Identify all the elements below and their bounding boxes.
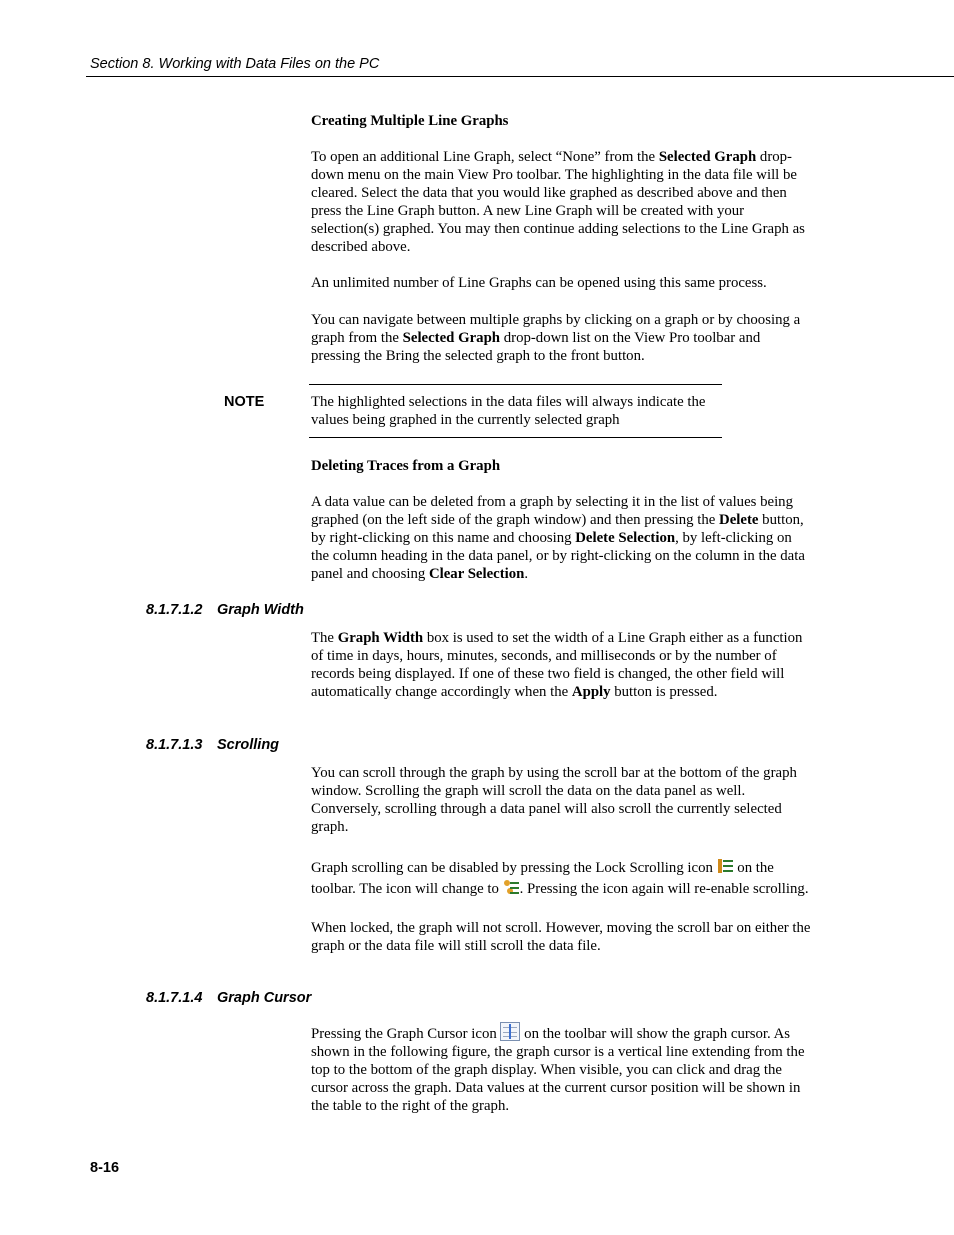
- note-text: [311, 393, 723, 429]
- section-title: Graph Cursor: [217, 990, 312, 1006]
- scrolling-section: [311, 764, 811, 955]
- text-run: button, by right-clicking on this name and choosing: [311, 512, 804, 546]
- text-run: The: [311, 630, 338, 646]
- bold-term: Delete: [719, 512, 759, 528]
- cursor-line: [509, 1024, 511, 1039]
- line-glyph: [510, 882, 519, 884]
- running-header: Section 8. Working with Data Files on the PC: [90, 56, 380, 72]
- graph-cursor-paragraph: [311, 1022, 811, 1115]
- multiple-graphs-paragraph-2: An unlimited number of Line Graphs can be opened using this same process.: [311, 275, 767, 291]
- note-top-rule: [309, 384, 722, 385]
- multiple-graphs-section: [311, 112, 811, 365]
- text-run: on the toolbar. The icon will change to: [311, 860, 774, 897]
- text-run: Graph scrolling can be disabled by pressing the Lock Scrolling icon: [311, 860, 717, 876]
- line-glyph: [510, 887, 519, 889]
- scrolling-heading: [146, 737, 279, 753]
- text-run: , by left-clicking on the column heading in the data panel, or by right-clicking on the column in the data panel and choosing: [311, 530, 805, 582]
- section-number: 8.1.7.1.3: [146, 737, 203, 753]
- bold-term: Clear Selection: [428, 566, 525, 582]
- text-run: A data value can be deleted from a graph by selecting it in the list of values being graphed (on the left side of the graph window) and then pressing the: [311, 494, 793, 528]
- graph-width-heading: [146, 602, 304, 618]
- lock-scrolling-icon[interactable]: [717, 858, 734, 875]
- graph-cursor-section: [311, 1022, 811, 1115]
- text-run: button is pressed.: [610, 684, 718, 700]
- bold-term: Delete Selection: [575, 530, 676, 546]
- section-number: 8.1.7.1.4: [146, 990, 203, 1006]
- scrolling-paragraph-1: You can scroll through the graph by using the scroll bar at the bottom of the graph window. Scrolling the graph will scroll the data on the data panel as well. Conversely, scrolling through a data panel will also scroll the currently selected graph.: [311, 765, 797, 835]
- text-run: To open an additional Line Graph, select “None” from the: [311, 149, 659, 165]
- line-glyph: [723, 860, 733, 862]
- line-glyph: [723, 865, 733, 867]
- section-title: Graph Width: [217, 602, 304, 618]
- bold-term: Graph Width: [337, 630, 424, 646]
- graph-width-section: [311, 629, 811, 701]
- multiple-graphs-paragraph-3: [311, 311, 811, 365]
- text-run: drop-down menu on the main View Pro toolbar. The highlighting in the data file will be cleared. Select the data that you would like graphed as described above and then press the Line Graph button. A new Line Graph will be created with your selection(s) graphed. You may then continue adding selections to the Line Graph as described above.: [311, 149, 805, 255]
- text-run: on the toolbar will show the graph cursor. As shown in the following figure, the graph cursor is a vertical line extending from the top to the bottom of the graph display. When visible, you can click and drag the cursor across the graph. Data values at the current cursor position will be shown in the table to the right of the graph.: [311, 1026, 805, 1114]
- text-run: Pressing the Graph Cursor icon: [311, 1026, 501, 1042]
- text-run: drop-down list on the View Pro toolbar and pressing the Bring the selected graph to the front button.: [311, 330, 761, 364]
- scrolling-paragraph-2: [311, 858, 811, 900]
- bold-term: Selected Graph: [402, 330, 501, 346]
- deleting-traces-heading: Deleting Traces from a Graph: [311, 458, 501, 474]
- graph-cursor-heading: [146, 990, 311, 1006]
- text-run: You can navigate between multiple graphs by clicking on a graph or by choosing a graph from the: [311, 312, 801, 346]
- text-run: . Pressing the icon again will re-enable scrolling.: [519, 881, 809, 897]
- scrolling-locked-icon[interactable]: [503, 879, 520, 896]
- deleting-traces-paragraph: [311, 493, 811, 583]
- multiple-graphs-paragraph-1: [311, 148, 811, 256]
- bold-term: Selected Graph: [658, 149, 757, 165]
- header-rule: [86, 76, 954, 77]
- section-number: 8.1.7.1.2: [146, 602, 203, 618]
- note-body: The highlighted selections in the data files will always indicate the values being graphed in the currently selected graph: [311, 394, 706, 428]
- multiple-graphs-heading: Creating Multiple Line Graphs: [311, 113, 509, 129]
- deleting-traces-section: [311, 457, 811, 583]
- bold-term: Apply: [571, 684, 611, 700]
- text-run: .: [524, 566, 529, 582]
- note-bottom-rule: [309, 437, 722, 438]
- line-glyph: [510, 892, 519, 894]
- text-run: box is used to set the width of a Line Graph either as a function of time in days, hours, minutes, seconds, and milliseconds or by the number of records being displayed. If one of these two field is changed, the other field will automatically change accordingly when the: [311, 630, 803, 700]
- page-number: 8-16: [90, 1160, 120, 1176]
- section-title: Scrolling: [217, 737, 280, 753]
- graph-cursor-icon[interactable]: [500, 1022, 520, 1041]
- graph-width-paragraph: [311, 629, 811, 701]
- arrow-glyph: [718, 859, 722, 873]
- line-glyph: [723, 870, 733, 872]
- note-label: NOTE: [224, 394, 265, 410]
- scrolling-paragraph-3: When locked, the graph will not scroll. However, moving the scroll bar on either the graph or the data file will still scroll the data file.: [311, 920, 811, 954]
